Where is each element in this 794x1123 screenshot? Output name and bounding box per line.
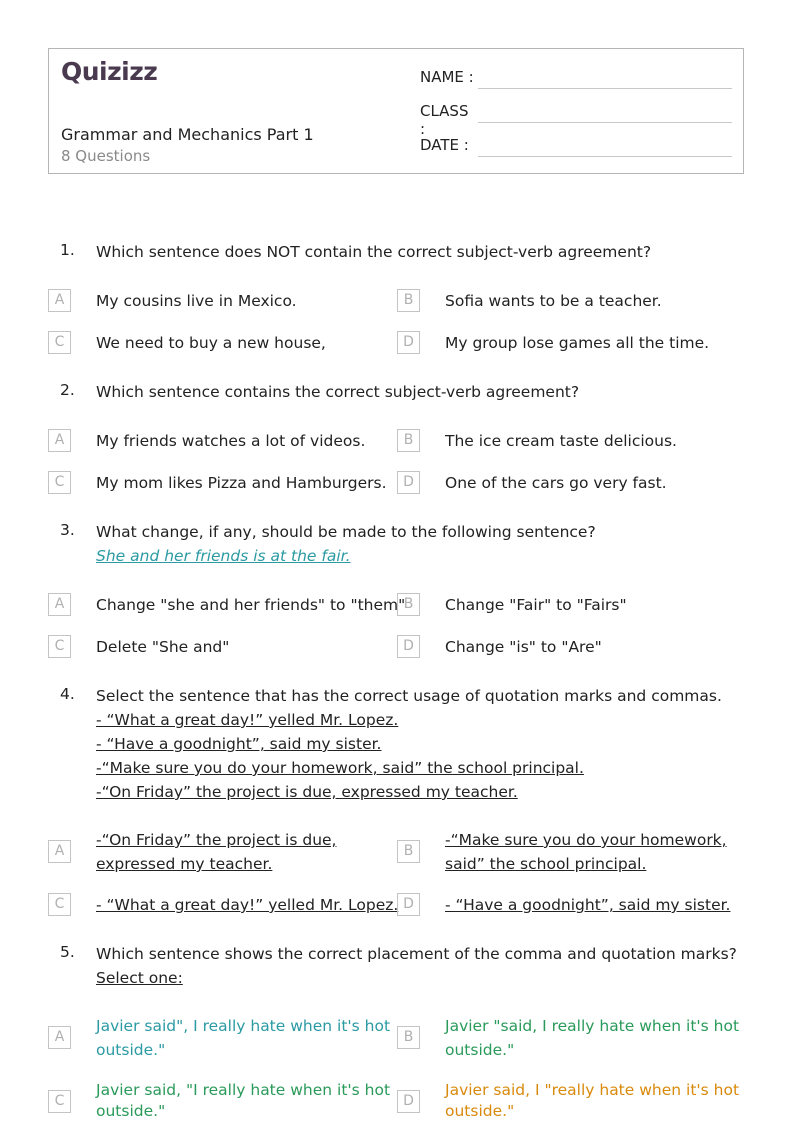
option-c-box[interactable]: C xyxy=(48,1090,71,1113)
option-c-box[interactable]: C xyxy=(48,635,71,658)
option-d-box[interactable]: D xyxy=(397,471,420,494)
option-b-text: The ice cream taste delicious. xyxy=(445,432,677,450)
option-d-box[interactable]: D xyxy=(397,635,420,658)
option-d-text-line-2: outside." xyxy=(445,1102,515,1120)
option-a-text: My cousins live in Mexico. xyxy=(96,292,297,310)
option-c-text-line-1: Javier said, "I really hate when it's hot xyxy=(96,1081,391,1099)
option-a-text: My friends watches a lot of videos. xyxy=(96,432,366,450)
question-number: 4. xyxy=(60,685,75,703)
option-a-box[interactable]: A xyxy=(48,1026,71,1049)
option-c-text: Delete "She and" xyxy=(96,638,230,656)
option-a-text-line-1: Javier said", I really hate when it's hot xyxy=(96,1017,391,1035)
question-text: Which sentence contains the correct subject-verb agreement? xyxy=(96,383,580,401)
option-d-text: - “Have a goodnight”, said my sister. xyxy=(445,896,731,914)
option-a-text-line-2: outside." xyxy=(96,1041,166,1059)
name-line xyxy=(478,88,732,89)
question-number: 5. xyxy=(60,943,75,961)
worksheet-header xyxy=(48,48,744,174)
option-d-text: My group lose games all the time. xyxy=(445,334,710,352)
question-line-3: -“Make sure you do your homework, said” the school principal. xyxy=(96,759,584,777)
option-d-box[interactable]: D xyxy=(397,331,420,354)
option-b-text-line-1: -“Make sure you do your homework, xyxy=(445,831,727,849)
question-example-sentence: She and her friends is at the fair. xyxy=(96,547,351,565)
name-field[interactable] xyxy=(420,68,476,86)
option-a-text: Change "she and her friends" to "them" xyxy=(96,596,406,614)
option-b-text: Sofia wants to be a teacher. xyxy=(445,292,662,310)
option-b-box[interactable]: B xyxy=(397,429,420,452)
option-d-box[interactable]: D xyxy=(397,893,420,916)
question-text: Select the sentence that has the correct usage of quotation marks and commas. xyxy=(96,687,722,705)
option-b-text-line-2: outside." xyxy=(445,1041,515,1059)
question-number: 3. xyxy=(60,521,75,539)
option-c-text: We need to buy a new house, xyxy=(96,334,326,352)
option-b-box[interactable]: B xyxy=(397,593,420,616)
option-b-text-line-2: said” the school principal. xyxy=(445,855,647,873)
option-a-box[interactable]: A xyxy=(48,593,71,616)
class-line xyxy=(478,122,732,123)
class-field[interactable] xyxy=(420,102,476,138)
date-line xyxy=(478,156,732,157)
option-a-box[interactable]: A xyxy=(48,429,71,452)
option-b-box[interactable]: B xyxy=(397,1026,420,1049)
option-a-text-line-2: expressed my teacher. xyxy=(96,855,273,873)
option-c-box[interactable]: C xyxy=(48,471,71,494)
option-c-text: My mom likes Pizza and Hamburgers. xyxy=(96,474,387,492)
option-b-text-line-1: Javier "said, I really hate when it's hot xyxy=(445,1017,740,1035)
question-line-2: - “Have a goodnight”, said my sister. xyxy=(96,735,382,753)
option-d-box[interactable]: D xyxy=(397,1090,420,1113)
option-a-text-line-1: -“On Friday” the project is due, xyxy=(96,831,337,849)
option-d-text: One of the cars go very fast. xyxy=(445,474,667,492)
option-b-text: Change "Fair" to "Fairs" xyxy=(445,596,627,614)
option-c-box[interactable]: C xyxy=(48,893,71,916)
option-c-text: - “What a great day!” yelled Mr. Lopez. xyxy=(96,896,399,914)
question-text: What change, if any, should be made to the following sentence? xyxy=(96,523,596,541)
question-line-4: -“On Friday” the project is due, expressed my teacher. xyxy=(96,783,518,801)
option-a-box[interactable]: A xyxy=(48,840,71,863)
question-number: 1. xyxy=(60,241,75,259)
option-c-text-line-2: outside." xyxy=(96,1102,166,1120)
option-b-box[interactable]: B xyxy=(397,840,420,863)
question-instruction: Select one: xyxy=(96,969,183,987)
option-c-box[interactable]: C xyxy=(48,331,71,354)
option-d-text-line-1: Javier said, I "really hate when it's hot xyxy=(445,1081,740,1099)
worksheet-title: Grammar and Mechanics Part 1 xyxy=(61,125,314,144)
class-label: CLASS : xyxy=(420,102,469,138)
option-a-box[interactable]: A xyxy=(48,289,71,312)
question-text: Which sentence shows the correct placement of the comma and quotation marks? xyxy=(96,945,737,963)
name-label: NAME : xyxy=(420,68,474,86)
question-number: 2. xyxy=(60,381,75,399)
date-label: DATE : xyxy=(420,136,469,154)
date-field[interactable] xyxy=(420,136,476,154)
question-line-1: - “What a great day!” yelled Mr. Lopez. xyxy=(96,711,399,729)
option-d-text: Change "is" to "Are" xyxy=(445,638,602,656)
option-b-box[interactable]: B xyxy=(397,289,420,312)
question-count: 8 Questions xyxy=(61,147,151,165)
question-text: Which sentence does NOT contain the correct subject-verb agreement? xyxy=(96,243,652,261)
quizizz-logo: Quizizz xyxy=(61,57,158,86)
